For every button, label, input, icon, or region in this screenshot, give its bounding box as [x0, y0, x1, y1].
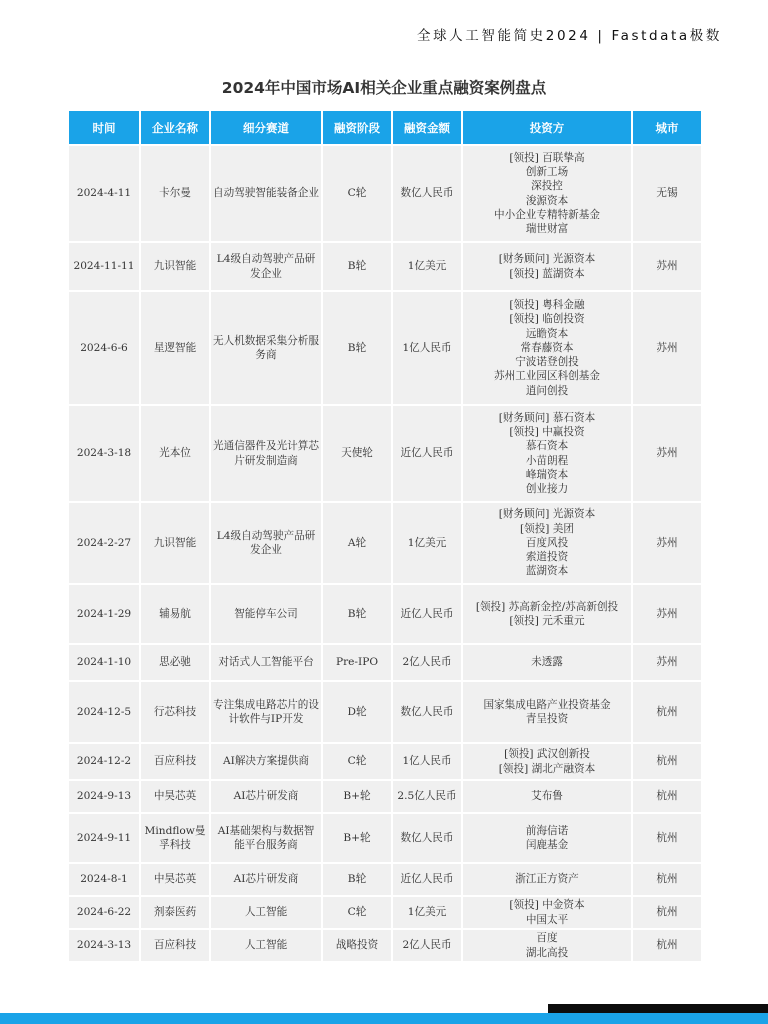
investor-name: 国家集成电路产业投资基金 — [483, 698, 611, 711]
stage-cell: 战略投资 — [321, 928, 391, 961]
track-cell: 无人机数据采集分析服务商 — [209, 290, 321, 404]
investor-name: 湖北高投 — [525, 946, 569, 959]
stage-cell: Pre-IPO — [321, 643, 391, 680]
city-cell: 苏州 — [631, 583, 701, 643]
investor-name: 闰鹿基金 — [525, 839, 569, 851]
investor-name: 艾布鲁 — [531, 790, 563, 803]
date-cell: 2024-8-1 — [69, 862, 139, 895]
investors-cell — [461, 583, 631, 643]
track-cell: AI基础架构与数据智能平台服务商 — [209, 812, 321, 862]
city-cell: 苏州 — [631, 290, 701, 404]
table-row — [69, 144, 701, 241]
table-row — [69, 742, 701, 779]
amount-cell: 数亿人民币 — [391, 144, 461, 241]
stage-cell: B轮 — [321, 241, 391, 290]
date-cell: 2024-4-11 — [69, 144, 139, 241]
amount-cell: 1亿美元 — [391, 241, 461, 290]
investor-name: [领投] 美团 — [519, 522, 574, 535]
investor-name: 浙江正方资产 — [515, 873, 579, 886]
date-cell: 2024-6-22 — [69, 895, 139, 928]
stage-cell: 天使轮 — [321, 404, 391, 501]
track-cell: AI解决方案提供商 — [209, 742, 321, 779]
stage-cell: B+轮 — [321, 812, 391, 862]
company-cell: 剂泰医药 — [139, 895, 209, 928]
investors-cell — [461, 895, 631, 928]
column-header-track: 细分赛道 — [209, 111, 321, 144]
city-cell: 杭州 — [631, 862, 701, 895]
table-row — [69, 241, 701, 290]
stage-cell: C轮 — [321, 895, 391, 928]
date-cell: 2024-2-27 — [69, 501, 139, 583]
investors-cell — [461, 241, 631, 290]
investor-name: 中国太平 — [525, 913, 569, 926]
amount-cell: 1亿美元 — [391, 501, 461, 583]
investor-name: [领投] 百联挚高 — [509, 151, 585, 164]
company-cell: 行芯科技 — [139, 680, 209, 742]
track-cell: 智能停车公司 — [209, 583, 321, 643]
date-cell: 2024-9-13 — [69, 779, 139, 812]
city-cell: 无锡 — [631, 144, 701, 241]
investor-name: 峰瑞资本 — [525, 468, 569, 481]
investor-name: 宁波诺登创投 — [515, 356, 579, 369]
stage-cell: B+轮 — [321, 779, 391, 812]
date-cell: 2024-11-11 — [69, 241, 139, 290]
investors-cell — [461, 290, 631, 404]
date-cell: 2024-12-2 — [69, 742, 139, 779]
date-cell: 2024-1-29 — [69, 583, 139, 643]
company-cell: 中昊芯英 — [139, 862, 209, 895]
investor-name: [领投] 粤科金融 — [509, 299, 585, 312]
investor-name: [财务顾问] 光源资本 — [498, 253, 596, 266]
company-cell: 光本位 — [139, 404, 209, 501]
investor-name: [领投] 湖北产融资本 — [498, 762, 596, 775]
investors-cell — [461, 812, 631, 862]
date-cell: 2024-3-18 — [69, 404, 139, 501]
table-row — [69, 862, 701, 895]
investor-name: 创业接力 — [525, 482, 569, 495]
investor-name: 索道投资 — [525, 551, 569, 564]
track-cell: 自动驾驶智能装备企业 — [209, 144, 321, 241]
investors-cell — [461, 501, 631, 583]
investor-name: [领投] 元禾重元 — [509, 615, 585, 627]
investor-name: 青呈投资 — [525, 713, 569, 725]
track-cell: 对话式人工智能平台 — [209, 643, 321, 680]
stage-cell: D轮 — [321, 680, 391, 742]
table-row — [69, 779, 701, 812]
company-cell: 百应科技 — [139, 928, 209, 961]
track-cell: 人工智能 — [209, 928, 321, 961]
company-cell: 九识智能 — [139, 241, 209, 290]
amount-cell: 近亿人民币 — [391, 404, 461, 501]
stage-cell: C轮 — [321, 742, 391, 779]
footer-blue-bar — [0, 1013, 768, 1024]
company-cell: 九识智能 — [139, 501, 209, 583]
investor-name: 小苗朗程 — [525, 454, 569, 467]
investors-cell — [461, 779, 631, 812]
investor-name: [财务顾问] 光源资本 — [498, 508, 596, 521]
company-cell: 星逻智能 — [139, 290, 209, 404]
city-cell: 杭州 — [631, 928, 701, 961]
investor-name: 常春藤资本 — [520, 341, 574, 354]
column-header-amount: 融资金额 — [391, 111, 461, 144]
investor-name: 前海信诺 — [525, 824, 569, 837]
column-header-investors: 投资方 — [461, 111, 631, 144]
investor-name: 中小企业专精特新基金 — [494, 208, 600, 221]
column-header-city: 城市 — [631, 111, 701, 144]
track-cell: 人工智能 — [209, 895, 321, 928]
city-cell: 杭州 — [631, 895, 701, 928]
table-row — [69, 501, 701, 583]
amount-cell: 2亿人民币 — [391, 643, 461, 680]
stage-cell: B轮 — [321, 862, 391, 895]
page-title: 2024年中国市场AI相关企业重点融资案例盘点 — [221, 79, 547, 97]
city-cell: 苏州 — [631, 643, 701, 680]
investor-name: 创新工场 — [525, 166, 569, 179]
city-cell: 苏州 — [631, 241, 701, 290]
track-cell: AI芯片研发商 — [209, 779, 321, 812]
amount-cell: 近亿人民币 — [391, 862, 461, 895]
company-cell: 思必驰 — [139, 643, 209, 680]
investor-name: 百度风投 — [525, 536, 569, 549]
stage-cell: A轮 — [321, 501, 391, 583]
amount-cell: 数亿人民币 — [391, 812, 461, 862]
investors-cell — [461, 680, 631, 742]
amount-cell: 2.5亿人民币 — [391, 779, 461, 812]
company-cell: 卡尔曼 — [139, 144, 209, 241]
date-cell: 2024-9-11 — [69, 812, 139, 862]
stage-cell: B轮 — [321, 583, 391, 643]
city-cell: 苏州 — [631, 501, 701, 583]
investor-name: 远瞻资本 — [525, 327, 569, 340]
company-cell: 中昊芯英 — [139, 779, 209, 812]
investor-name: [领投] 中赢投资 — [509, 426, 585, 439]
date-cell: 2024-3-13 — [69, 928, 139, 961]
amount-cell: 1亿人民币 — [391, 742, 461, 779]
investors-cell — [461, 144, 631, 241]
table-row — [69, 290, 701, 404]
city-cell: 苏州 — [631, 404, 701, 501]
table-row — [69, 583, 701, 643]
investor-name: 未透露 — [531, 656, 563, 669]
city-cell: 杭州 — [631, 680, 701, 742]
investor-name: [领投] 武汉创新投 — [504, 748, 590, 761]
track-cell: AI芯片研发商 — [209, 862, 321, 895]
investors-cell — [461, 404, 631, 501]
investor-name: 苏州工业园区科创基金 — [494, 370, 600, 383]
investor-name: [财务顾问] 慕石资本 — [498, 411, 596, 424]
investor-name: 慕石资本 — [525, 440, 569, 453]
city-cell: 杭州 — [631, 742, 701, 779]
investor-name: 浚源资本 — [525, 194, 569, 207]
investors-cell — [461, 742, 631, 779]
investor-name: 瑞世财富 — [525, 222, 569, 235]
company-cell: 辅易航 — [139, 583, 209, 643]
investor-name: [领投] 蓝湖资本 — [509, 267, 585, 280]
investor-name: [领投] 苏高新金控/苏高新创投 — [475, 600, 619, 613]
investor-name: 逍问创投 — [525, 384, 569, 397]
investor-name: [领投] 临创投资 — [509, 313, 585, 326]
track-cell: 专注集成电路芯片的设计软件与IP开发 — [209, 680, 321, 742]
investors-cell — [461, 643, 631, 680]
column-header-company: 企业名称 — [139, 111, 209, 144]
city-cell: 杭州 — [631, 779, 701, 812]
track-cell: L4级自动驾驶产品研发企业 — [209, 501, 321, 583]
company-cell: 百应科技 — [139, 742, 209, 779]
amount-cell: 2亿人民币 — [391, 928, 461, 961]
amount-cell: 近亿人民币 — [391, 583, 461, 643]
company-cell: Mindflow曼孚科技 — [139, 812, 209, 862]
stage-cell: B轮 — [321, 290, 391, 404]
financing-table — [69, 111, 701, 961]
table-row — [69, 895, 701, 928]
stage-cell: C轮 — [321, 144, 391, 241]
table-row — [69, 928, 701, 961]
investor-name: [领投] 中金资本 — [509, 899, 585, 912]
investor-name: 百度 — [536, 932, 558, 945]
table-row — [69, 680, 701, 742]
table-row — [69, 404, 701, 501]
table-header-row — [69, 111, 701, 144]
date-cell: 2024-6-6 — [69, 290, 139, 404]
table-row — [69, 643, 701, 680]
track-cell: L4级自动驾驶产品研发企业 — [209, 241, 321, 290]
date-cell: 2024-12-5 — [69, 680, 139, 742]
investors-cell — [461, 862, 631, 895]
track-cell: 光通信器件及光计算芯片研发制造商 — [209, 404, 321, 501]
column-header-date: 时间 — [69, 111, 139, 144]
table-row — [69, 812, 701, 862]
amount-cell: 1亿美元 — [391, 895, 461, 928]
column-header-stage: 融资阶段 — [321, 111, 391, 144]
amount-cell: 1亿人民币 — [391, 290, 461, 404]
investor-name: 蓝湖资本 — [525, 565, 569, 578]
investors-cell — [461, 928, 631, 961]
date-cell: 2024-1-10 — [69, 643, 139, 680]
city-cell: 杭州 — [631, 812, 701, 862]
header-brand: 全球人工智能简史2024 | Fastdata极数 — [416, 28, 722, 44]
amount-cell: 数亿人民币 — [391, 680, 461, 742]
investor-name: 深投控 — [531, 180, 563, 193]
